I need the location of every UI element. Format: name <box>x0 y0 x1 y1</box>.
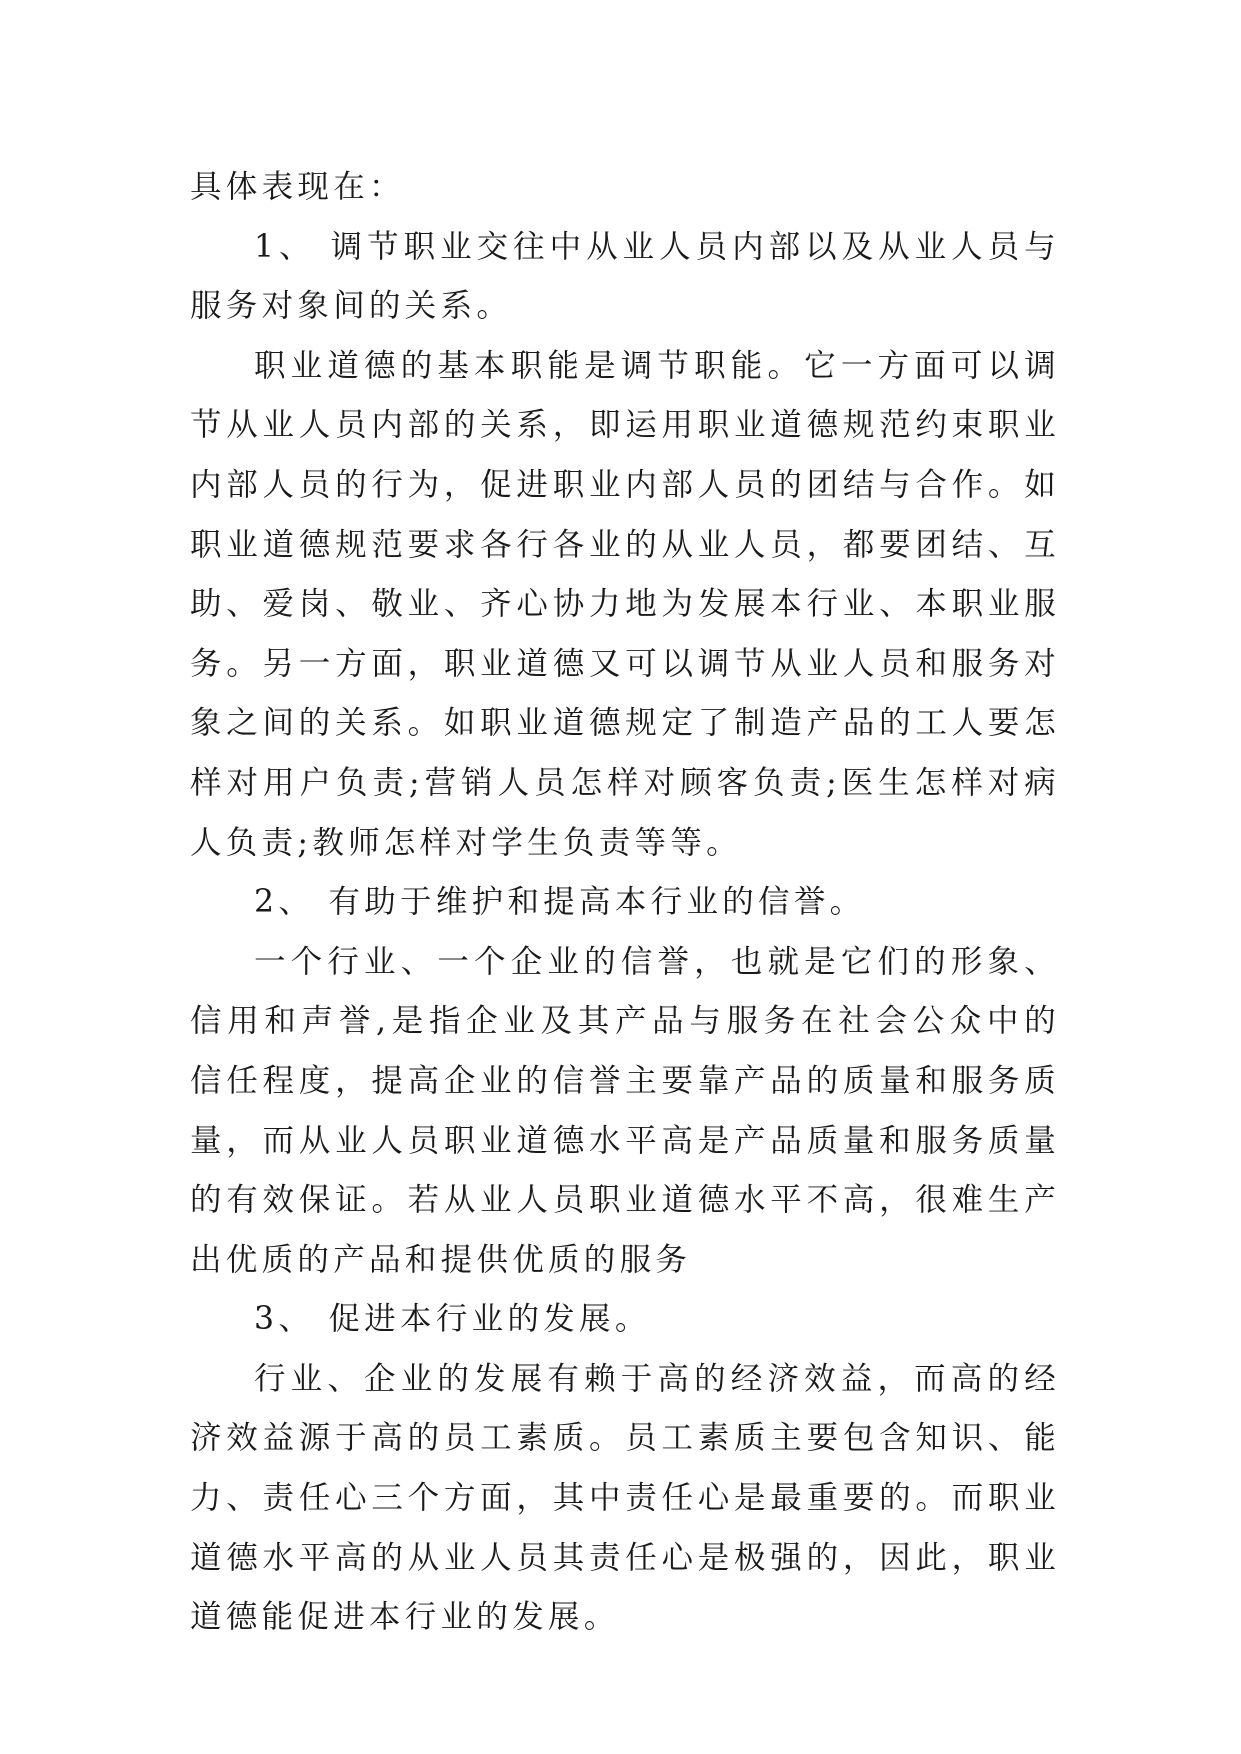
document-body <box>190 158 1060 1648</box>
point-1-heading: 1、 调节职业交往中从业人员内部以及从业人员与服务对象间的关系。 <box>190 228 1060 325</box>
point-2-heading: 2、 有助于维护和提高本行业的信誉。 <box>254 884 866 921</box>
intro-paragraph: 具体表现在： <box>190 169 405 205</box>
point-2-body: 一个行业、一个企业的信誉，也就是它们的形象、信用和声誉,是指企业及其产品与服务在社会公众中的信任程度，提高企业的信誉主要靠产品的质量和服务质量，而从业人员职业道德水平高是产品质量和服务质量的有效保证。若从业人员职业道德水平不高，很难生产出优质的产品和提供优质的服务 <box>190 943 1060 1278</box>
point-1-body: 职业道德的基本职能是调节职能。它一方面可以调节从业人员内部的关系，即运用职业道德规范约束职业内部人员的行为，促进职业内部人员的团结与合作。如职业道德规范要求各行各业的从业人员，都要团结、互助、爱岗、敬业、齐心协力地为发展本行业、本职业服务。另一方面，职业道德又可以调节从业人员和服务对象之间的关系。如职业道德规定了制造产品的工人要怎样对用户负责;营销人员怎样对顾客负责;医生怎样对病人负责;教师怎样对学生负责等等。 <box>190 347 1060 861</box>
point-3-heading: 3、 促进本行业的发展。 <box>254 1301 651 1338</box>
point-3-body: 行业、企业的发展有赖于高的经济效益，而高的经济效益源于高的员工素质。员工素质主要包含知识、能力、责任心三个方面，其中责任心是最重要的。而职业道德水平高的从业人员其责任心是极强的，因此，职业道德能促进本行业的发展。 <box>190 1360 1060 1636</box>
